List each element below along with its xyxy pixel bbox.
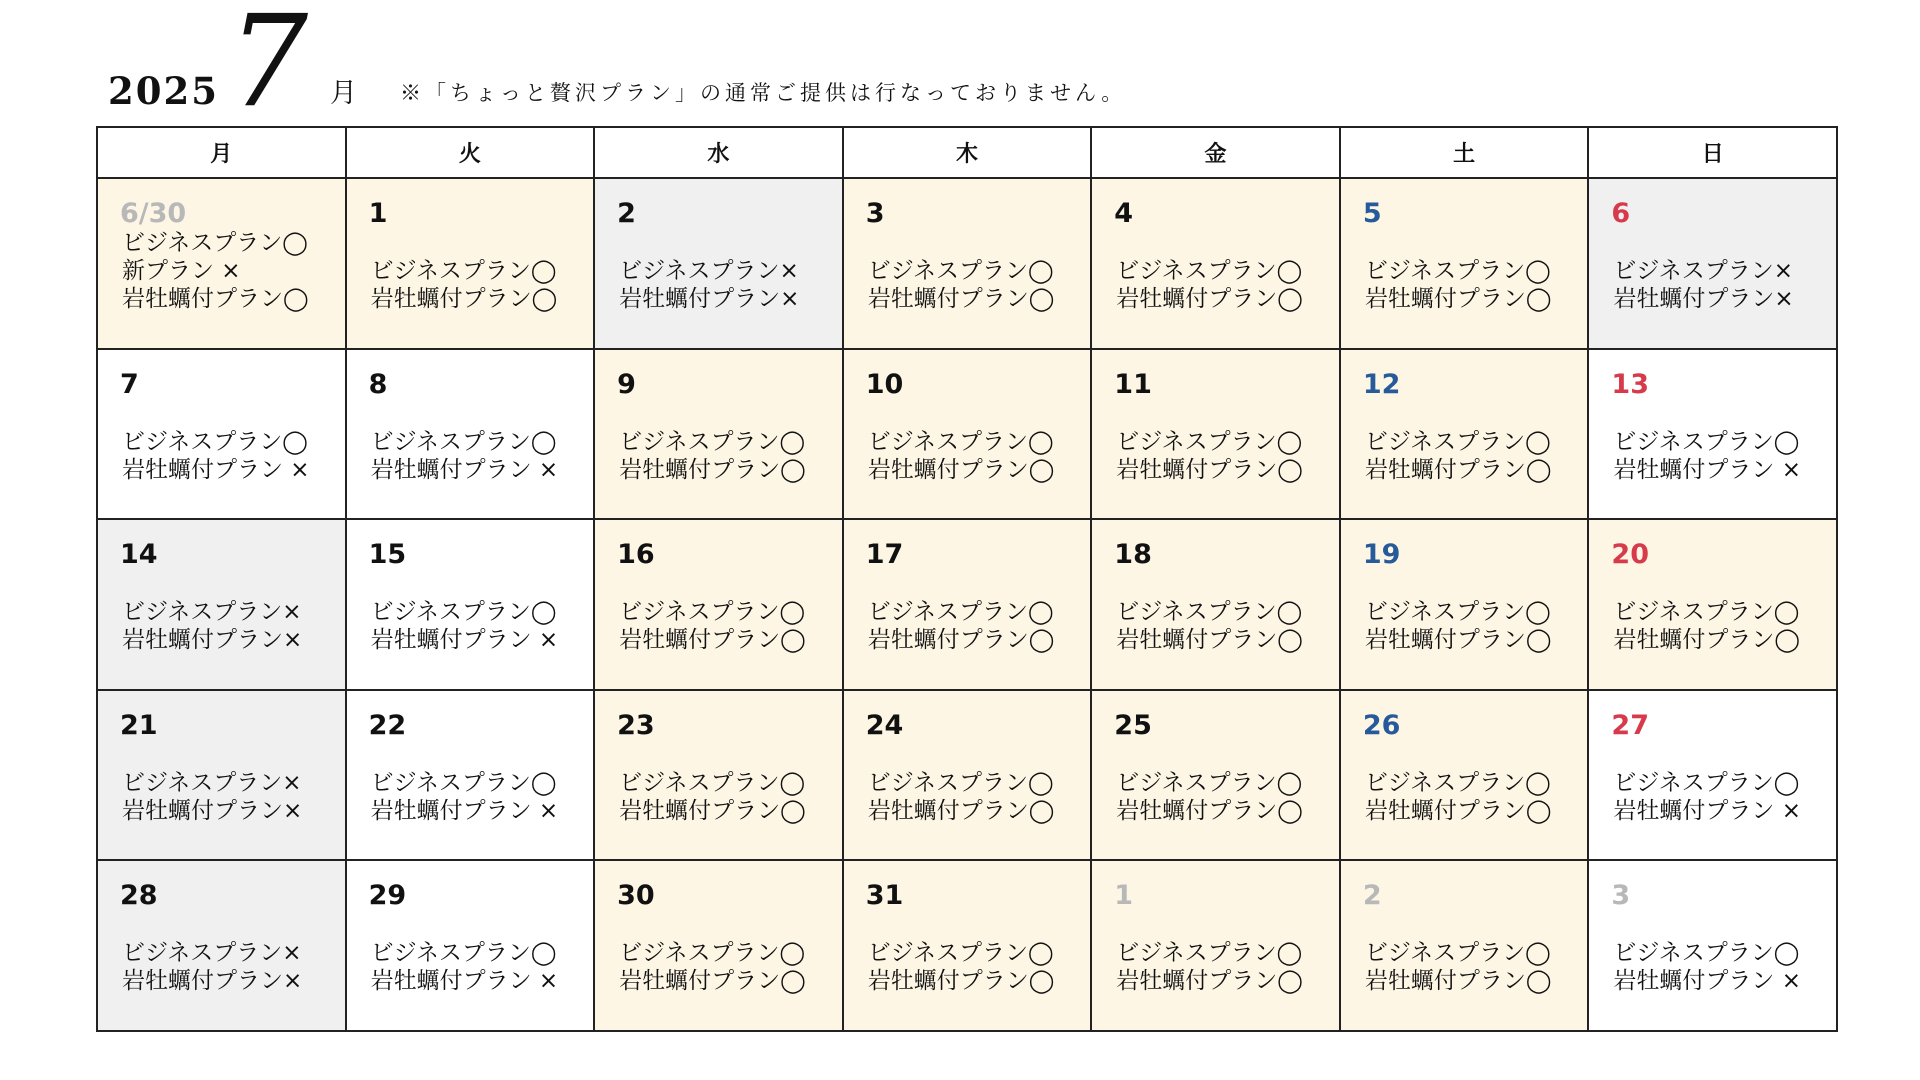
plan-status-line: 岩牡蠣付プラン × xyxy=(1613,797,1802,824)
day-number: 12 xyxy=(1362,368,1401,400)
plan-availability xyxy=(868,428,1055,484)
plan-availability xyxy=(1365,939,1552,995)
plan-status-line: ビジネスプラン× xyxy=(619,258,799,284)
plan-status-line: ビジネスプラン◯ xyxy=(1116,940,1303,967)
day-cell[interactable] xyxy=(1092,350,1341,521)
weekday-header: 日 xyxy=(1589,128,1838,179)
plan-status-line: ビジネスプラン◯ xyxy=(370,258,557,284)
month-number: 7 xyxy=(228,0,309,135)
day-cell[interactable] xyxy=(844,520,1093,691)
day-number: 27 xyxy=(1611,709,1649,741)
day-cell[interactable] xyxy=(1092,861,1341,1032)
plan-availability xyxy=(122,428,310,484)
plan-availability xyxy=(1365,598,1552,654)
plan-status-line: 岩牡蠣付プラン◯ xyxy=(1364,286,1552,312)
plan-availability xyxy=(1116,939,1303,995)
day-number: 21 xyxy=(120,709,158,741)
plan-availability xyxy=(371,769,559,825)
plan-status-line: 岩牡蠣付プラン◯ xyxy=(122,286,309,312)
day-cell[interactable] xyxy=(1341,520,1590,691)
plan-status-line: 岩牡蠣付プラン◯ xyxy=(1364,627,1552,654)
plan-status-line: 岩牡蠣付プラン × xyxy=(370,968,559,995)
day-cell[interactable] xyxy=(1589,691,1838,862)
plan-status-line: 岩牡蠣付プラン◯ xyxy=(1364,797,1552,824)
day-cell[interactable] xyxy=(1589,179,1838,350)
plan-availability xyxy=(122,769,302,825)
plan-status-line: ビジネスプラン× xyxy=(122,599,302,626)
day-cell[interactable] xyxy=(98,350,347,521)
day-number: 3 xyxy=(865,198,885,229)
plan-status-line: ビジネスプラン◯ xyxy=(867,940,1054,967)
plan-availability xyxy=(1365,428,1552,484)
plan-availability xyxy=(868,598,1055,654)
plan-status-line: 岩牡蠣付プラン◯ xyxy=(867,968,1055,995)
day-number: 2 xyxy=(617,198,636,229)
plan-availability xyxy=(868,939,1055,995)
plan-status-line: ビジネスプラン◯ xyxy=(619,940,806,967)
calendar-header xyxy=(0,0,1920,135)
day-number: 4 xyxy=(1114,198,1134,229)
plan-status-line: ビジネスプラン◯ xyxy=(1613,599,1800,626)
plan-status-line: 岩牡蠣付プラン◯ xyxy=(1116,627,1304,654)
day-number: 22 xyxy=(368,709,407,741)
plan-status-line: 岩牡蠣付プラン◯ xyxy=(1116,286,1304,312)
plan-status-line: ビジネスプラン◯ xyxy=(1613,769,1800,796)
plan-status-line: ビジネスプラン◯ xyxy=(867,258,1054,284)
plan-availability xyxy=(1116,428,1303,484)
plan-availability xyxy=(371,257,558,313)
plan-status-line: 岩牡蠣付プラン × xyxy=(122,456,310,483)
day-number: 1 xyxy=(1114,880,1134,912)
plan-status-line: ビジネスプラン◯ xyxy=(619,599,806,626)
day-number: 7 xyxy=(120,368,139,400)
plan-status-line: ビジネスプラン◯ xyxy=(1364,428,1551,455)
calendar-grid xyxy=(96,126,1838,1032)
day-number: 10 xyxy=(865,368,904,400)
day-cell[interactable] xyxy=(1589,520,1838,691)
day-number: 17 xyxy=(865,539,904,571)
day-number: 6 xyxy=(1611,198,1631,229)
plan-status-line: 岩牡蠣付プラン × xyxy=(370,797,559,824)
day-number: 30 xyxy=(617,880,655,912)
plan-status-line: 岩牡蠣付プラン × xyxy=(1613,456,1802,483)
plan-status-line: 岩牡蠣付プラン◯ xyxy=(1116,797,1304,824)
plan-status-line: 岩牡蠣付プラン× xyxy=(122,968,303,995)
day-cell[interactable] xyxy=(1092,691,1341,862)
plan-status-line: ビジネスプラン◯ xyxy=(1364,599,1551,626)
plan-status-line: 岩牡蠣付プラン◯ xyxy=(1364,968,1552,995)
day-cell[interactable] xyxy=(347,861,596,1032)
day-cell[interactable] xyxy=(1092,520,1341,691)
day-number: 18 xyxy=(1114,539,1152,571)
plan-status-line: 岩牡蠣付プラン◯ xyxy=(1613,627,1801,654)
day-number: 9 xyxy=(617,368,636,400)
day-cell[interactable] xyxy=(595,179,844,350)
day-number: 19 xyxy=(1362,539,1401,571)
day-cell[interactable] xyxy=(1589,350,1838,521)
plan-availability xyxy=(371,939,559,995)
plan-availability xyxy=(1613,428,1801,484)
day-number: 8 xyxy=(368,368,388,400)
day-cell[interactable] xyxy=(1341,861,1590,1032)
plan-availability xyxy=(1613,598,1800,654)
plan-status-line: ビジネスプラン◯ xyxy=(867,428,1054,455)
plan-status-line: 岩牡蠣付プラン× xyxy=(122,627,303,654)
day-number: 31 xyxy=(865,880,904,912)
plan-status-line: ビジネスプラン◯ xyxy=(1364,258,1551,284)
plan-status-line: 岩牡蠣付プラン◯ xyxy=(1116,968,1304,995)
day-cell[interactable] xyxy=(1341,691,1590,862)
day-cell[interactable] xyxy=(595,861,844,1032)
day-number: 13 xyxy=(1611,368,1649,400)
day-number: 25 xyxy=(1114,709,1152,741)
plan-status-line: 岩牡蠣付プラン◯ xyxy=(1364,456,1552,483)
plan-availability xyxy=(619,598,806,654)
day-cell[interactable] xyxy=(1341,350,1590,521)
plan-availability xyxy=(619,939,806,995)
plan-status-line: ビジネスプラン◯ xyxy=(1364,769,1551,796)
day-cell[interactable] xyxy=(1341,179,1590,350)
day-cell[interactable] xyxy=(98,861,347,1032)
day-number: 16 xyxy=(617,539,655,571)
plan-status-line: ビジネスプラン◯ xyxy=(1116,258,1303,284)
plan-status-line: ビジネスプラン× xyxy=(122,940,302,967)
plan-status-line: ビジネスプラン◯ xyxy=(370,940,557,967)
day-cell[interactable] xyxy=(347,179,596,350)
day-number: 28 xyxy=(120,880,158,912)
weekday-header: 木 xyxy=(844,128,1093,179)
day-number: 11 xyxy=(1114,368,1152,400)
plan-status-line: ビジネスプラン◯ xyxy=(619,428,806,455)
plan-status-line: 岩牡蠣付プラン◯ xyxy=(1116,456,1304,483)
plan-status-line: 岩牡蠣付プラン◯ xyxy=(619,627,806,654)
day-cell[interactable] xyxy=(1092,179,1341,350)
day-cell[interactable] xyxy=(98,691,347,862)
plan-status-line: ビジネスプラン◯ xyxy=(1116,769,1303,796)
day-number: 24 xyxy=(865,709,904,741)
plan-status-line: ビジネスプラン◯ xyxy=(122,230,309,256)
plan-availability xyxy=(619,257,799,313)
plan-status-line: ビジネスプラン◯ xyxy=(122,428,309,455)
plan-status-line: 岩牡蠣付プラン◯ xyxy=(867,286,1055,312)
weekday-header: 火 xyxy=(347,128,596,179)
plan-status-line: 岩牡蠣付プラン◯ xyxy=(867,456,1055,483)
day-cell[interactable] xyxy=(98,520,347,691)
plan-availability xyxy=(868,257,1055,313)
day-number: 2 xyxy=(1362,880,1382,912)
plan-status-line: ビジネスプラン◯ xyxy=(1116,428,1303,455)
day-cell[interactable] xyxy=(347,350,596,521)
plan-status-line: ビジネスプラン◯ xyxy=(867,599,1054,626)
plan-status-line: 岩牡蠣付プラン◯ xyxy=(619,968,806,995)
plan-availability xyxy=(122,939,302,995)
plan-availability xyxy=(868,769,1055,825)
day-cell[interactable] xyxy=(347,520,596,691)
plan-status-line: 新プラン × xyxy=(122,258,241,284)
plan-status-line: 岩牡蠣付プラン◯ xyxy=(867,627,1055,654)
weekday-header: 金 xyxy=(1092,128,1341,179)
plan-availability xyxy=(122,229,309,313)
day-number: 14 xyxy=(120,539,158,571)
plan-availability xyxy=(371,598,559,654)
plan-availability xyxy=(1613,257,1793,313)
plan-availability xyxy=(1365,257,1552,313)
day-cell[interactable] xyxy=(98,179,347,350)
day-number: 20 xyxy=(1611,539,1649,571)
plan-status-line: 岩牡蠣付プラン× xyxy=(619,286,800,312)
plan-status-line: 岩牡蠣付プラン× xyxy=(122,797,303,824)
weekday-header: 土 xyxy=(1341,128,1590,179)
plan-availability xyxy=(1613,769,1801,825)
plan-availability xyxy=(619,769,806,825)
plan-availability xyxy=(122,598,302,654)
plan-status-line: ビジネスプラン◯ xyxy=(1613,940,1800,967)
plan-status-line: 岩牡蠣付プラン◯ xyxy=(867,797,1055,824)
day-number: 1 xyxy=(368,198,388,229)
plan-availability xyxy=(1365,769,1552,825)
plan-availability xyxy=(1116,257,1303,313)
plan-availability xyxy=(619,428,806,484)
plan-status-line: ビジネスプラン× xyxy=(122,769,302,796)
day-cell[interactable] xyxy=(844,350,1093,521)
day-cell[interactable] xyxy=(844,861,1093,1032)
plan-status-line: ビジネスプラン◯ xyxy=(867,769,1054,796)
year-label: 2025 xyxy=(108,69,219,113)
plan-availability xyxy=(1116,598,1303,654)
plan-status-line: ビジネスプラン◯ xyxy=(370,599,557,626)
plan-status-line: 岩牡蠣付プラン × xyxy=(370,456,559,483)
plan-status-line: ビジネスプラン◯ xyxy=(1116,599,1303,626)
plan-status-line: ビジネスプラン◯ xyxy=(1364,940,1551,967)
day-number: 29 xyxy=(368,880,407,912)
day-cell[interactable] xyxy=(595,691,844,862)
plan-status-line: ビジネスプラン◯ xyxy=(1613,428,1800,455)
plan-status-line: 岩牡蠣付プラン × xyxy=(1613,968,1802,995)
day-cell[interactable] xyxy=(347,691,596,862)
plan-availability xyxy=(1613,939,1801,995)
day-cell[interactable] xyxy=(1589,861,1838,1032)
day-number: 15 xyxy=(368,539,407,571)
day-number: 5 xyxy=(1362,198,1382,229)
day-number: 23 xyxy=(617,709,655,741)
day-number: 26 xyxy=(1362,709,1401,741)
plan-notice: ※「ちょっと贅沢プラン」の通常ご提供は行なっておりません。 xyxy=(400,81,1127,105)
month-kanji: 月 xyxy=(330,78,357,109)
plan-status-line: ビジネスプラン◯ xyxy=(370,428,557,455)
plan-status-line: 岩牡蠣付プラン × xyxy=(370,627,559,654)
weekday-header: 月 xyxy=(98,128,347,179)
plan-status-line: ビジネスプラン◯ xyxy=(370,769,557,796)
weekday-header: 水 xyxy=(595,128,844,179)
plan-status-line: 岩牡蠣付プラン× xyxy=(1613,286,1794,312)
plan-availability xyxy=(1116,769,1303,825)
day-cell[interactable] xyxy=(595,520,844,691)
plan-status-line: 岩牡蠣付プラン◯ xyxy=(619,456,806,483)
plan-status-line: 岩牡蠣付プラン◯ xyxy=(370,286,558,312)
plan-status-line: 岩牡蠣付プラン◯ xyxy=(619,797,806,824)
plan-status-line: ビジネスプラン◯ xyxy=(619,769,806,796)
day-number: 6/30 xyxy=(120,198,187,229)
plan-availability xyxy=(371,428,559,484)
day-cell[interactable] xyxy=(595,350,844,521)
day-cell[interactable] xyxy=(844,179,1093,350)
plan-status-line: ビジネスプラン× xyxy=(1613,258,1794,284)
day-number: 3 xyxy=(1611,880,1631,912)
day-cell[interactable] xyxy=(844,691,1093,862)
